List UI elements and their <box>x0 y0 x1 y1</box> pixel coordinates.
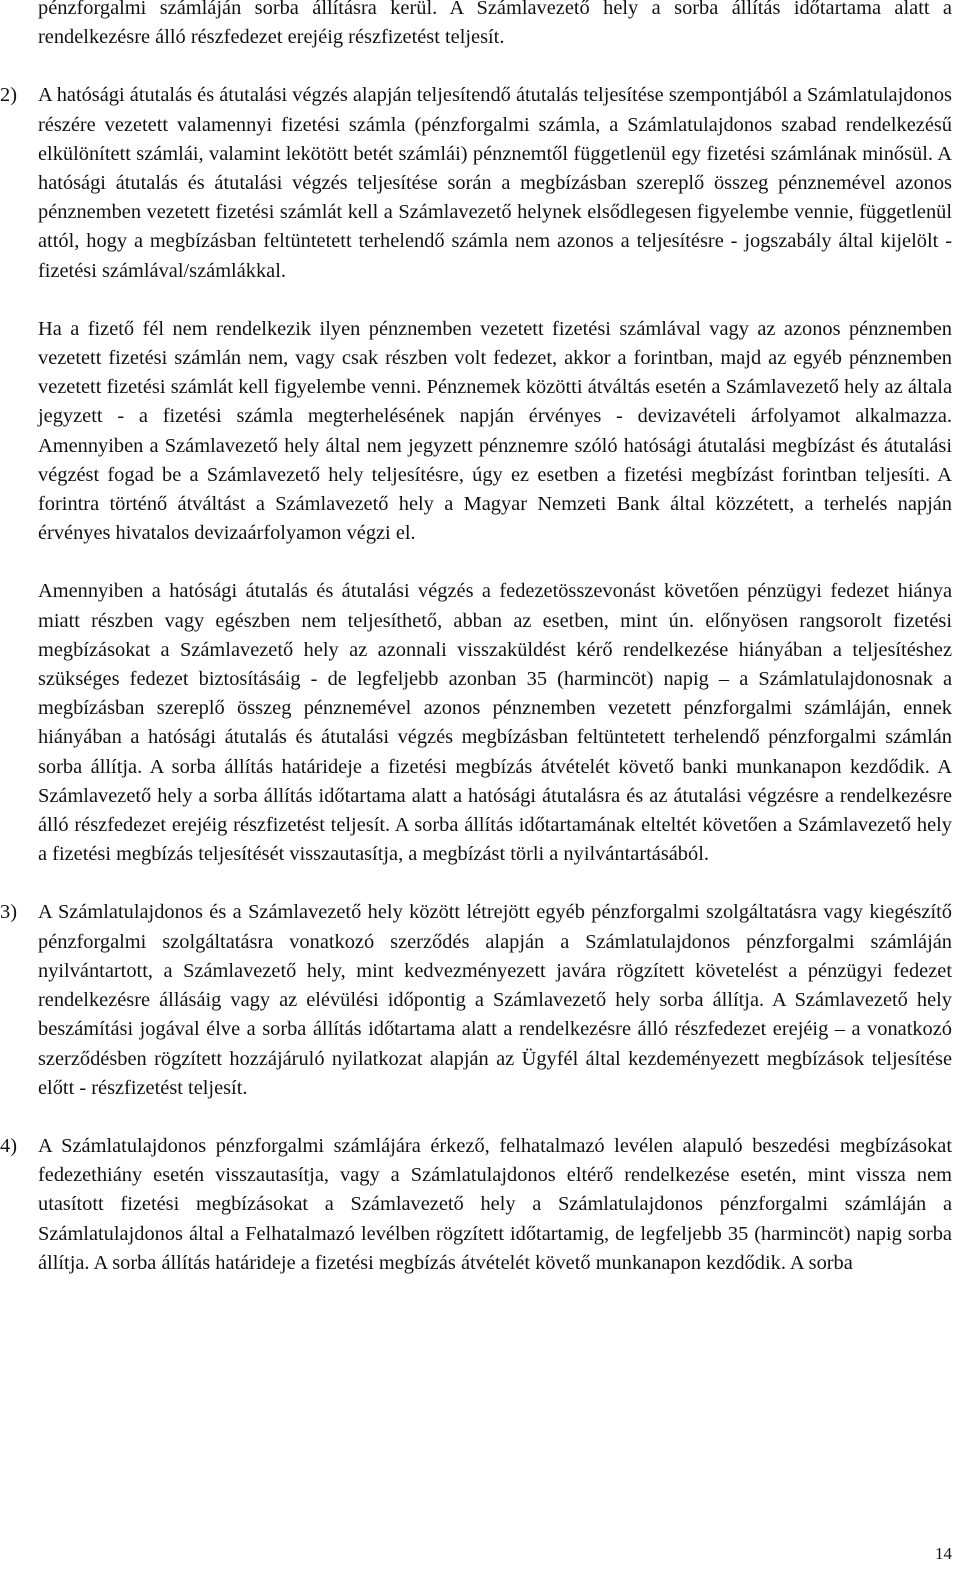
paragraph-gap <box>38 869 952 898</box>
section-3-body <box>38 898 952 1102</box>
paragraph-gap <box>38 286 952 315</box>
section-2-paragraph-2: Ha a fizető fél nem rendelkezik ilyen pénznemben vezetett fizetési számlával vagy az azonos pénznemben vezetett fizetési számlán nem, vagy csak részben volt fedezet, akkor a forintban, majd az egyéb pénznemben vezetett fizetési számlát kell figyelembe venni. Pénznemek közötti átváltás esetén a Számlavezető hely az általa jegyzett - a fizetési számla megterhelésének napján érvényes - devizavételi árfolyamot alkalmazza. Amennyiben a Számlavezető hely által nem jegyzett pénznemre szóló hatósági átutalási megbízást és átutalási végzést fogad be a Számlavezető hely teljesítésre, úgy ez esetben a fizetési megbízást forintban teljesíti. A forintra történő átváltást a Számlavezető hely a Magyar Nemzeti Bank által közzétett, a terhelés napján érvényes hivatalos devizaárfolyamon végzi el. <box>38 317 952 545</box>
paragraph-gap <box>38 1103 952 1132</box>
intro-paragraph: pénzforgalmi számláján sorba állításra kerül. A Számlavezető hely a sorba állítás időtartama alatt a rendelkezésre álló részfedezet erejéig részfizetést teljesít. <box>38 0 952 49</box>
page-number: 14 <box>935 1544 952 1563</box>
section-2-paragraph-3: Amennyiben a hatósági átutalás és átutalási végzés a fedezetösszevonást követően pénzügyi fedezet hiánya miatt részben vagy egészben nem teljesíthető, abban az esetben, mint ún. előnyösen rangsorolt fizetési megbízásokat a Számlavezető hely az azonnali visszaküldést kérő rendelkezése hiányában a teljesítéshez szükséges fedezet biztosításáig - de legfeljebb azonban 35 (harmincöt) napig – a Számlatulajdonosnak a megbízásban szereplő összeg pénznemével azonos pénznemben vezetett pénzforgalmi számláján, ennek hiányában a hatósági átutalás és átutalási végzés megbízásban feltüntetett terhelendő pénzforgalmi számlán sorba állítja. A sorba állítás határideje a fizetési megbízás átvételét követő banki munkanapon kezdődik. A Számlavezető hely a sorba állítás időtartama alatt a hatósági átutalásra és az átutalási végzésre a rendelkezésre álló részfedezet erejéig részfizetést teljesít. A sorba állítás időtartamának elteltét követően a Számlavezető hely a fizetési megbízás teljesítését visszautasítja, a megbízást törli a nyilvántartásából. <box>38 580 952 866</box>
section-2-paragraph-1: A hatósági átutalás és átutalási végzés alapján teljesítendő átutalás teljesítése szempontjából a Számlatulajdonos részére vezetett valamennyi fizetési számla (pénzforgalmi számla, a Számlatulajdonos szabad rendelkezésű elkülönített számlái, valamint lekötött betét számlái) pénznemtől függetlenül egy fizetési számlának minősül. A hatósági átutalás és átutalási végzés teljesítése során a megbízásban szereplő összeg pénznemével azonos pénznemben vezetett fizetési számlát kell a Számlavezető helynek elsődlegesen figyelembe vennie, függetlenül attól, hogy a megbízásban feltüntetett terhelendő számla nem azonos a teljesítésre - jogszabály által kijelölt - fizetési számlával/számlákkal. <box>38 84 952 282</box>
paragraph-gap <box>38 52 952 81</box>
section-4: 4) A Számlatulajdonos pénzforgalmi számlájára érkező, felhatalmazó levélen alapuló beszedési megbízásokat fedezethiány esetén visszautasítja, vagy a Számlatulajdonos eltérő rendelkezése esetén, mint vissza nem utasított fizetési megbízásokat a Számlavezető hely a Számlatulajdonos pénzforgalmi számláján a Számlatulajdonos által a Felhatalmazó levélben rögzített időtartamig, de legfeljebb 35 (harmincöt) napig sorba állítja. A sorba állítás határideje a fizetési megbízás átvételét követő munkanapon kezdődik. A sorba <box>38 1132 952 1278</box>
section-4-paragraph: A Számlatulajdonos pénzforgalmi számlájára érkező, felhatalmazó levélen alapuló beszedési megbízásokat fedezethiány esetén visszautasítja, vagy a Számlatulajdonos eltérő rendelkezése esetén, mint vissza nem utasított fizetési megbízásokat a Számlavezető hely a Számlatulajdonos pénzforgalmi számláján a Számlatulajdonos által a Felhatalmazó levélben rögzített időtartamig, de legfeljebb 35 (harmincöt) napig sorba állítja. A sorba állítás határideje a fizetési megbízás átvételét követő munkanapon kezdődik. A sorba <box>38 1134 952 1274</box>
section-4-body <box>38 1132 952 1278</box>
section-2: 2) A hatósági átutalás és átutalási végzés alapján teljesítendő átutalás teljesítése szempontjából a Számlatulajdonos részére vezetett valamennyi fizetési számla (pénzforgalmi számla, a Számlatulajdonos szabad rendelkezésű elkülönített számlái, valamint lekötött betét számlái) pénznemtől függetlenül egy fizetési számlának minősül. A hatósági átutalás és átutalási végzés teljesítése során a megbízásban szereplő összeg pénznemével azonos pénznemben vezetett fizetési számlát kell a Számlavezető helynek elsődlegesen figyelembe vennie, függetlenül attól, hogy a megbízásban feltüntetett terhelendő számla nem azonos a teljesítésre - jogszabály által kijelölt - fizetési számlával/számlákkal. Ha a fizető fél nem rendelkezik ilyen pénznemben vezetett fizetési számlával vagy az azonos pénznemben vezetett fizetési számlán nem, vagy csak részben volt fedezet, akkor a forintban, majd az egyéb pénznemben vezetett fizetési számlát kell figyelembe venni. Pénznemek közötti átváltás esetén a Számlavezető hely az általa jegyzett - a fizetési számla megterhelésének napján érvényes - devizavételi árfolyamot alkalmazza. Amennyiben a Számlavezető hely által nem jegyzett pénznemre szóló hatósági átutalási megbízást és átutalási végzést fogad be a Számlavezető hely teljesítésre, úgy ez esetben a fizetési megbízást forintban teljesíti. A forintra történő átváltást a Számlavezető hely a Magyar Nemzeti Bank által közzétett, a terhelés napján érvényes hivatalos devizaárfolyamon végzi el. Amennyiben a hatósági átutalás és átutalási végzés a fedezetösszevonást követően pénzügyi fedezet hiánya miatt részben vagy egészben nem teljesíthető, abban az esetben, mint ún. előnyösen rangsorolt fizetési megbízásokat a Számlavezető hely az azonnali visszaküldést kérő rendelkezése hiányában a teljesítéshez szükséges fedezet biztosításáig - de legfeljebb azonban 35 (harmincöt) napig – a Számlatulajdonosnak a megbízásban szereplő összeg pénznemével azonos pénznemben vezetett pénzforgalmi számláján, ennek hiányában a hatósági átutalás és átutalási végzés megbízásban feltüntetett terhelendő pénzforgalmi számlán sorba állítja. A sorba állítás határideje a fizetési megbízás átvételét követő banki munkanapon kezdődik. A Számlavezető hely a sorba állítás időtartama alatt a hatósági átutalásra és az átutalási végzésre a rendelkezésre álló részfedezet erejéig részfizetést teljesít. A sorba állítás időtartamának elteltét követően a Számlavezető hely a fizetési megbízás teljesítését visszautasítja, a megbízást törli a nyilvántartásából. <box>38 81 952 869</box>
section-2-body <box>38 81 952 869</box>
section-3: 3) A Számlatulajdonos és a Számlavezető hely között létrejött egyéb pénzforgalmi szolgáltatásra vagy kiegészítő pénzforgalmi szolgáltatásra vonatkozó szerződés alapján a Számlatulajdonos pénzforgalmi számláján nyilvántartott, a Számlavezető hely, mint kedvezményezett javára rögzített követelést a pénzügyi fedezet rendelkezésre állásáig vagy az elévülési időpontig a Számlavezető hely sorba állítja. A Számlavezető hely beszámítási jogával élve a sorba állítás időtartama alatt a rendelkezésre álló részfedezet erejéig – a vonatkozó szerződésben rögzített hozzájáruló nyilatkozat alapján az Ügyfél által kezdeményezett megbízások teljesítése előtt - részfizetést teljesít. <box>38 898 952 1102</box>
paragraph-gap <box>38 548 952 577</box>
section-3-paragraph: A Számlatulajdonos és a Számlavezető hely között létrejött egyéb pénzforgalmi szolgáltatásra vagy kiegészítő pénzforgalmi szolgáltatásra vonatkozó szerződés alapján a Számlatulajdonos pénzforgalmi számláján nyilvántartott, a Számlavezető hely, mint kedvezményezett javára rögzített követelést a pénzügyi fedezet rendelkezésre állásáig vagy az elévülési időpontig a Számlavezető hely sorba állítja. A Számlavezető hely beszámítási jogával élve a sorba állítás időtartama alatt a rendelkezésre álló részfedezet erejéig – a vonatkozó szerződésben rögzített hozzájáruló nyilatkozat alapján az Ügyfél által kezdeményezett megbízások teljesítése előtt - részfizetést teljesít. <box>38 901 952 1099</box>
